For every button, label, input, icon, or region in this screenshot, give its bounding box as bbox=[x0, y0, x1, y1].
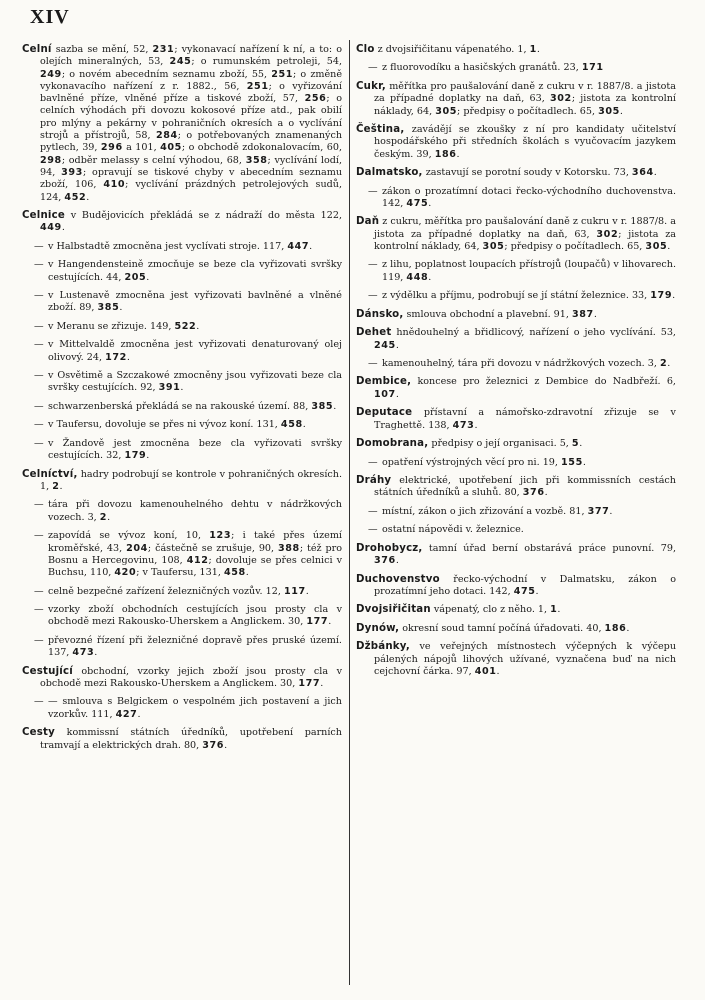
page-reference: 377 bbox=[587, 505, 610, 517]
page-reference: 117 bbox=[283, 585, 306, 597]
index-entry: Dehet hnědouhelný a břidlicový, nařízení o jeho vyclívání. 53, 245. bbox=[356, 327, 676, 351]
entry-heading: Dánsko, bbox=[356, 308, 404, 320]
index-entry: Cukr, měřítka pro paušalování daně z cukru v r. 1887/8. a jistota za případné doplatky na daň, 63, 302; jistota za kontrolní náklady, 64, 305; předpisy o počítadlech. 65, 305. bbox=[356, 80, 676, 117]
index-subentry: — opatření výstrojných věcí pro ni. 19, 155. bbox=[368, 456, 586, 468]
subentry-dash: — bbox=[368, 524, 378, 536]
page-reference: 385 bbox=[311, 400, 334, 412]
index-entry: Cesty kommissní státních úředníků, upotřebení parních tramvají a elektrických drah. 80, 376. bbox=[22, 727, 342, 751]
page-reference: 1 bbox=[529, 44, 537, 55]
subentry-dash: — bbox=[368, 62, 378, 74]
subentry-dash: — bbox=[34, 499, 44, 511]
entry-heading: Dráhy bbox=[356, 475, 392, 487]
page-reference: 447 bbox=[287, 240, 310, 252]
subentry-dash: — bbox=[34, 370, 44, 382]
page-reference: 123 bbox=[209, 530, 232, 542]
index-subentry: — ostatní nápovědi v. železnice. bbox=[368, 524, 524, 536]
index-entry: Dráhy elektrické, upotřebení jich při kommissních cestách státních úředníků a sluhů. 80, 376. bbox=[356, 475, 676, 499]
page-reference: 302 bbox=[549, 93, 572, 105]
subentry-dash: — bbox=[34, 419, 44, 431]
page-reference: 249 bbox=[40, 68, 62, 80]
subentry-dash: — bbox=[34, 320, 44, 332]
left-column bbox=[22, 44, 342, 758]
page-reference: 473 bbox=[72, 647, 95, 659]
page-reference: 177 bbox=[306, 616, 329, 628]
index-subentry: — zapovídá se vývoz koní, 10, 123; i také přes území kroměřské, 43, 204; částečně se zrušuje, 90, 388; též pro Bosnu a Hercegovinu, 108, 412; dovoluje se přes celnici v Buchsu, 110, 420; v Taufersu, 131, 458. bbox=[34, 530, 342, 579]
page-reference: 420 bbox=[114, 567, 137, 579]
page-reference: 245 bbox=[374, 339, 396, 351]
subentry-dash: — bbox=[34, 400, 44, 412]
index-entry: Clo z dvojsiřičitanu vápenatého. 1, 1. bbox=[356, 44, 540, 55]
page-reference: 5 bbox=[571, 438, 580, 450]
page-reference: 388 bbox=[278, 542, 300, 554]
subentry-dash: — bbox=[368, 259, 378, 271]
index-subentry: — v Osvětimě a Szczakowé zmocněny jsou vyřizovati beze cla svršky cestujících. 92, 391. bbox=[34, 370, 342, 394]
index-entry: Dembice, koncese pro železnici z Dembice do Nadbřeží. 6, 107. bbox=[356, 376, 676, 400]
entry-heading: Cukr, bbox=[356, 80, 386, 92]
page-reference: 186 bbox=[434, 148, 457, 160]
page-reference: 410 bbox=[103, 179, 126, 191]
page-reference: 231 bbox=[152, 44, 175, 55]
page-reference: 387 bbox=[572, 308, 594, 320]
index-subentry: — — smlouva s Belgickem o vespolném jich postavení a jich vzorkův. 111, 427. bbox=[34, 696, 342, 720]
index-entry: Dánsko, smlouva obchodní a plavební. 91, 387. bbox=[356, 308, 597, 320]
page-reference: 179 bbox=[650, 290, 673, 302]
page-reference: 204 bbox=[126, 542, 148, 554]
subentry-dash: — bbox=[34, 339, 44, 351]
index-subentry: — z fluorovodíku a hasičských granátů. 23, 171 bbox=[368, 62, 604, 74]
page-reference: 376 bbox=[522, 487, 545, 499]
index-entry: Dalmatsko, zastavují se porotní soudy v Kotorsku. 73, 364. bbox=[356, 167, 657, 179]
page-reference: 305 bbox=[482, 240, 505, 252]
index-entry: Dynów, okresní soud tamní počíná úřadovati. 40, 186. bbox=[356, 622, 630, 634]
subentry-dash: — bbox=[368, 290, 378, 302]
index-entry: Drohobycz, tamní úřad berní obstarává práce punovní. 79, 376. bbox=[356, 542, 676, 567]
index-subentry: — celně bezpečné zařízení železničných vozův. 12, 117. bbox=[34, 585, 309, 597]
index-entry: Cestující obchodní, vzorky jejich zboží jsou prosty cla v obchodě mezi Rakousko-Uherskem a Anglickem. 30, 177. bbox=[22, 665, 342, 689]
entry-heading: Cestující bbox=[22, 665, 73, 677]
page-reference: 385 bbox=[97, 302, 120, 314]
subentry-dash: — bbox=[34, 240, 44, 252]
entry-heading: Duchovenstvo bbox=[356, 573, 440, 585]
index-entry: Celní sazba se mění, 52, 231; vykonavací nařízení k ní, a to: o olejích mineralných, 53, 245; o rumunském petroleji, 54, 249; o novém abecedním seznamu zboží, 55, 251; o změně vykonavacího nařízení z r. 1882., 56, 251; o vyřizování bavlněné příze, vlněné příze a tiskové zboží, 57, 256; o celních výhodách při dovozu kokosové příze atd., pak obilí pro mlýny a pekárny v pohraničních okresích a o vyclívání strojů a přístrojů, 58, 284; o potřebovaných znamenaných pytlech, 39, 296 a 101, 405; o obchodě zdokonalovacím, 60, 298; odběr melassy s celní výhodou, 68, 358; vyclívání lodí, 94, 393; opravují se tiskové chyby v abecedním seznamu zboží, 106, 410; vyclívání prázdných petrolejových sudů, 124, 452. bbox=[22, 44, 343, 203]
column-divider bbox=[349, 40, 350, 985]
page-reference: 177 bbox=[298, 677, 321, 689]
page-reference: 2 bbox=[99, 511, 108, 523]
entry-heading: Dembice, bbox=[356, 376, 412, 388]
entry-heading: Džbánky, bbox=[356, 641, 410, 653]
page-reference: 172 bbox=[105, 351, 127, 363]
index-entry: Deputace přístavní a námořsko-zdravotní zřizuje se v Traghettě. 138, 473. bbox=[356, 407, 676, 431]
page-reference: 251 bbox=[271, 68, 294, 80]
index-entry: Džbánky, ve veřejných místnostech výčepných k výčepu pálených nápojů lihových užívané, vyznačena buď na nich cejchovní čárka. 97, 401. bbox=[356, 641, 676, 677]
page-reference: 296 bbox=[100, 142, 123, 154]
index-entry: Čeština, zavádějí se zkoušky z ní pro kandidaty učitelství hospodářského při středních školách s vyučovacím jazykem českým. 39, 186. bbox=[356, 124, 676, 160]
page-reference: 179 bbox=[124, 450, 147, 462]
page-reference: 449 bbox=[40, 222, 62, 234]
index-subentry: — v Taufersu, dovoluje se přes ni vývoz koní. 131, 458. bbox=[34, 419, 306, 431]
page-reference: 473 bbox=[452, 419, 475, 431]
page-reference: 305 bbox=[435, 105, 458, 117]
entry-heading: Celníctví, bbox=[22, 468, 78, 480]
index-subentry: — převozné řízení při železničné dopravě přes pruské území. 137, 473. bbox=[34, 634, 342, 659]
entry-heading: Daň bbox=[356, 216, 380, 228]
page-reference: 358 bbox=[245, 154, 268, 166]
index-subentry: — v Meranu se zřizuje. 149, 522. bbox=[34, 320, 200, 332]
index-subentry: — z výdělku a příjmu, podrobují se jí státní železnice. 33, 179. bbox=[368, 290, 676, 302]
page-reference: 186 bbox=[604, 622, 627, 634]
page-reference: 305 bbox=[645, 240, 668, 252]
index-subentry: — místní, zákon o jich zřizování a vozbě. 81, 377. bbox=[368, 505, 613, 517]
page-reference: 284 bbox=[155, 130, 178, 142]
index-subentry: — v Lustenavě zmocněna jest vyřizovati bavlněné a vlněné zboží. 89, 385. bbox=[34, 290, 342, 314]
page-reference: 256 bbox=[304, 93, 327, 105]
page-reference: 401 bbox=[474, 665, 497, 677]
subentry-dash: — bbox=[34, 530, 44, 542]
page-reference: 376 bbox=[202, 739, 225, 751]
index-entry: Dvojsiřičitan vápenatý, clo z něho. 1, 1. bbox=[356, 604, 561, 616]
page-reference: 391 bbox=[158, 382, 181, 394]
index-subentry: — v Žandově jest zmocněna beze cla vyřizovati svršky cestujících. 32, 179. bbox=[34, 437, 342, 462]
page-reference: 155 bbox=[561, 456, 583, 468]
page-reference: 475 bbox=[406, 197, 429, 209]
page-reference: 2 bbox=[52, 480, 60, 492]
page-reference: 2 bbox=[659, 358, 668, 369]
page-reference: 393 bbox=[61, 166, 83, 178]
index-subentry: — z lihu, poplatnost loupacích přístrojů (loupačů) v lihovarech. 119, 448. bbox=[368, 259, 676, 283]
page-reference: 305 bbox=[598, 105, 620, 117]
index-subentry: — v Mittelvaldě zmocněna jest vyřizovati denaturovaný olej olivový. 24, 172. bbox=[34, 339, 342, 363]
subentry-dash: — bbox=[34, 634, 44, 646]
subentry-dash: — bbox=[34, 604, 44, 616]
page-reference: 427 bbox=[115, 708, 138, 720]
entry-heading: Dvojsiřičitan bbox=[356, 604, 431, 616]
page-number: XIV bbox=[30, 6, 70, 28]
entry-heading: Dehet bbox=[356, 327, 392, 339]
page-reference: 245 bbox=[169, 56, 192, 68]
page-reference: 298 bbox=[40, 154, 62, 166]
index-subentry: — vzorky zboží obchodních cestujících jsou prosty cla v obchodě mezi Rakousko-Uherskem a Anglickem. 30, 177. bbox=[34, 604, 342, 628]
entry-heading: Dalmatsko, bbox=[356, 167, 423, 179]
page-reference: 522 bbox=[174, 320, 197, 332]
page-reference: 364 bbox=[631, 167, 654, 179]
page-reference: 376 bbox=[374, 555, 396, 567]
index-subentry: — v Hangendensteině zmocňuje se beze cla vyřizovati svršky cestujících. 44, 205. bbox=[34, 259, 342, 283]
page-reference: 1 bbox=[550, 604, 558, 616]
subentry-dash: — bbox=[368, 185, 378, 197]
index-entry: Duchovenstvo řecko-východní v Dalmatsku, zákon o prozatímní jeho dotaci. 142, 475. bbox=[356, 573, 676, 597]
entry-heading: Celnice bbox=[22, 210, 65, 222]
subentry-dash: — bbox=[368, 358, 378, 369]
entry-heading: Drohobycz, bbox=[356, 542, 423, 554]
subentry-dash: — bbox=[368, 456, 378, 468]
entry-heading: Deputace bbox=[356, 407, 413, 419]
page-reference: 475 bbox=[513, 585, 536, 597]
index-subentry: — tára při dovozu kamenouhelného dehtu v nádržkových vozech. 3, 2. bbox=[34, 499, 342, 523]
right-column bbox=[356, 44, 676, 684]
page-reference: 171 bbox=[581, 62, 604, 74]
entry-heading: Domobrana, bbox=[356, 438, 429, 450]
index-subentry: — v Halbstadtě zmocněna jest vyclívati stroje. 117, 447. bbox=[34, 240, 313, 252]
index-entry: Daň z cukru, měřítka pro paušalování daně z cukru v r. 1887/8. a jistota za případné doplatky na daň, 63, 302; jistota za kontrolní náklady, 64, 305; předpisy o počítadlech. 65, 305. bbox=[356, 216, 676, 252]
entry-heading: Clo bbox=[356, 44, 375, 55]
subentry-dash: — bbox=[368, 505, 378, 517]
subentry-dash: — bbox=[34, 259, 44, 271]
page-reference: 458 bbox=[280, 419, 303, 431]
index-entry: Celníctví, hadry podrobují se kontrole v pohraničných okresích. 1, 2. bbox=[22, 468, 342, 492]
page-reference: 205 bbox=[124, 271, 147, 283]
page-reference: 458 bbox=[223, 567, 246, 579]
subentry-dash: — bbox=[34, 696, 44, 708]
page-reference: 251 bbox=[246, 80, 269, 92]
entry-heading: Cesty bbox=[22, 727, 55, 739]
entry-heading: Čeština, bbox=[356, 124, 405, 136]
index-entry: Domobrana, předpisy o její organisaci. 5, 5. bbox=[356, 438, 583, 450]
subentry-dash: — bbox=[34, 585, 44, 597]
index-subentry: — zákon o prozatímní dotaci řecko-východního duchovenstva. 142, 475. bbox=[368, 185, 676, 209]
entry-heading: Dynów, bbox=[356, 622, 400, 634]
page-reference: 107 bbox=[374, 388, 396, 400]
index-entry: Celnice v Budějovicích překládá se z nádraží do města 122, 449. bbox=[22, 210, 343, 234]
subentry-dash: — bbox=[34, 290, 44, 302]
page-reference: 412 bbox=[186, 554, 209, 566]
page-reference: 302 bbox=[596, 228, 619, 240]
index-subentry: — kamenouhelný, tára při dovozu v nádržkových vozech. 3, 2. bbox=[368, 358, 671, 369]
page-reference: 405 bbox=[160, 142, 182, 154]
entry-heading: Celní bbox=[22, 44, 52, 55]
page-reference: 448 bbox=[406, 271, 429, 283]
subentry-dash: — bbox=[34, 437, 44, 449]
index-subentry: — schwarzenberská překládá se na rakouské území. 88, 385. bbox=[34, 400, 337, 412]
page-reference: 452 bbox=[64, 191, 87, 203]
